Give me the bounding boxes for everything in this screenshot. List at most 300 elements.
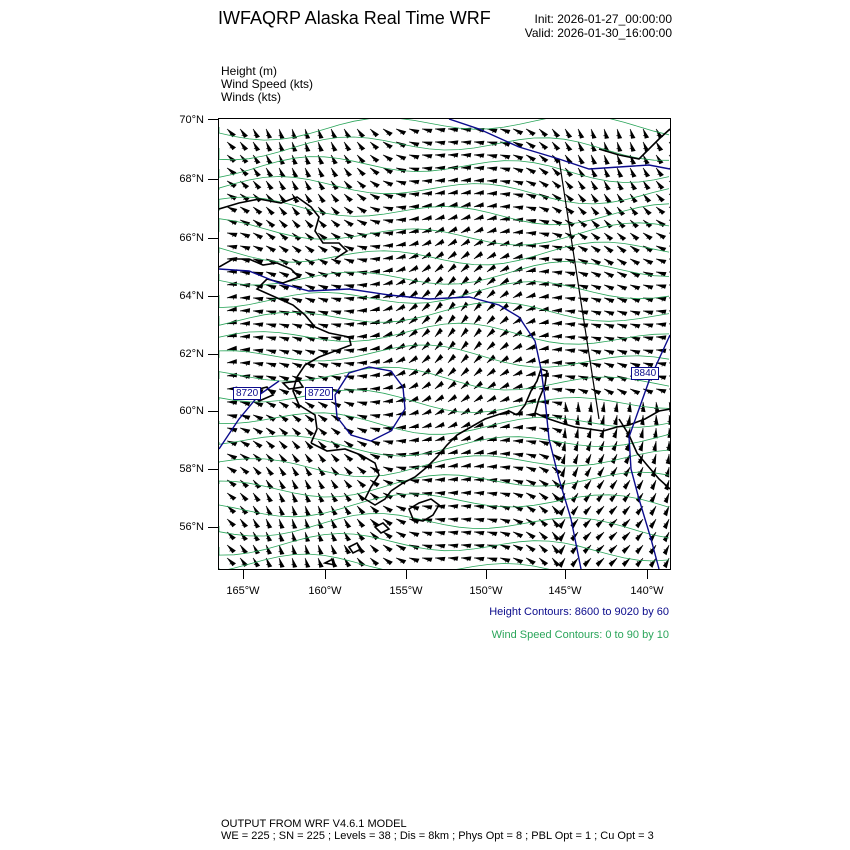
wind-barb bbox=[357, 194, 366, 201]
wind-barb bbox=[552, 415, 562, 420]
wind-barb bbox=[604, 155, 609, 164]
wind-barb bbox=[656, 220, 665, 227]
wind-barb bbox=[435, 436, 444, 441]
wind-barb bbox=[461, 477, 471, 482]
wind-barb bbox=[227, 467, 236, 473]
wind-barb bbox=[596, 532, 604, 540]
wind-barb bbox=[578, 350, 588, 354]
wind-barb bbox=[643, 233, 652, 240]
wind-barb bbox=[383, 231, 393, 235]
wind-barb bbox=[370, 245, 380, 249]
wind-barb bbox=[448, 477, 458, 482]
wind-barb bbox=[571, 558, 578, 567]
wind-barb bbox=[305, 493, 311, 502]
wind-barb bbox=[435, 203, 444, 208]
wind-barb bbox=[539, 333, 548, 338]
wind-barb bbox=[474, 450, 483, 455]
wind-barb bbox=[487, 329, 495, 337]
wind-barb bbox=[513, 453, 523, 457]
wind-barb bbox=[357, 519, 365, 528]
lon-label-165: 165°W bbox=[226, 585, 260, 597]
wind-barb bbox=[487, 155, 497, 159]
wind-barb bbox=[253, 362, 263, 366]
wind-barb bbox=[622, 506, 630, 515]
wind-barb bbox=[396, 279, 405, 285]
wind-barb bbox=[552, 181, 561, 189]
wind-barb bbox=[474, 531, 484, 535]
wind-barb bbox=[487, 216, 496, 221]
wind-barb bbox=[370, 220, 380, 225]
wind-barb bbox=[253, 155, 260, 164]
wind-barb bbox=[383, 441, 393, 445]
wind-barb bbox=[292, 493, 298, 502]
wind-barb bbox=[448, 227, 457, 233]
wind-barb bbox=[624, 454, 630, 464]
wind-barb bbox=[552, 545, 560, 554]
wind-barb bbox=[461, 328, 468, 337]
wind-barb bbox=[552, 428, 562, 433]
wind-barb bbox=[383, 358, 392, 363]
wind-barb bbox=[448, 141, 458, 145]
wind-barb bbox=[331, 545, 337, 554]
wind-barb bbox=[500, 493, 510, 497]
wind-barb bbox=[357, 532, 365, 541]
wind-barb bbox=[461, 178, 471, 183]
wind-barb bbox=[461, 491, 471, 496]
wind-barb bbox=[474, 368, 482, 376]
wind-barb bbox=[305, 480, 311, 489]
wind-barb bbox=[344, 233, 354, 239]
wind-barb bbox=[561, 454, 565, 464]
height-contour-label: 8720 bbox=[233, 387, 261, 400]
wind-barb bbox=[565, 142, 572, 151]
wind-barb bbox=[539, 532, 547, 540]
wind-barb bbox=[487, 465, 497, 470]
wind-barb bbox=[669, 375, 670, 379]
wind-barb bbox=[588, 402, 592, 412]
wind-barb bbox=[279, 350, 289, 355]
wind-barb bbox=[344, 402, 354, 407]
wind-barb bbox=[304, 532, 309, 541]
wind-barb bbox=[331, 129, 337, 138]
wind-barb bbox=[598, 454, 604, 464]
wind-barb bbox=[344, 259, 354, 264]
wind-barb bbox=[253, 168, 260, 177]
wind-barb bbox=[669, 259, 670, 263]
wind-barb bbox=[292, 207, 300, 216]
wind-barb bbox=[487, 532, 497, 536]
wind-barb bbox=[396, 519, 406, 525]
wind-barb bbox=[526, 493, 536, 499]
wind-barb bbox=[396, 357, 405, 363]
wind-barb bbox=[591, 272, 601, 278]
wind-barb bbox=[357, 428, 367, 433]
wind-barb bbox=[591, 285, 601, 290]
wind-barb bbox=[266, 441, 275, 449]
wind-barb bbox=[652, 454, 656, 464]
wind-barb bbox=[461, 153, 471, 157]
wind-barb bbox=[513, 254, 522, 259]
wind-barb bbox=[383, 142, 392, 149]
wind-barb bbox=[318, 298, 328, 303]
wind-barb bbox=[266, 363, 276, 367]
wind-barb bbox=[474, 491, 484, 495]
wind-barb bbox=[500, 253, 509, 259]
wind-barb bbox=[357, 348, 367, 353]
wind-barb bbox=[617, 233, 626, 241]
coastline-st-lawrence bbox=[283, 381, 303, 389]
wind-barb bbox=[266, 168, 273, 177]
wind-barb bbox=[636, 558, 643, 567]
wind-barb bbox=[383, 372, 392, 377]
field-wind-speed-label: Wind Speed (kts) bbox=[221, 77, 314, 91]
wind-barb bbox=[409, 424, 418, 429]
wind-barb bbox=[422, 558, 432, 562]
wind-barb bbox=[622, 545, 630, 553]
wind-barb bbox=[617, 324, 627, 329]
wind-barb bbox=[565, 297, 575, 301]
wind-barb bbox=[552, 361, 562, 366]
wind-barb bbox=[396, 155, 406, 160]
wind-barb bbox=[630, 324, 640, 328]
wind-barb bbox=[227, 493, 236, 500]
wind-barb bbox=[597, 467, 604, 476]
wind-barb bbox=[667, 428, 670, 438]
wind-barb bbox=[474, 264, 482, 272]
wind-barb bbox=[500, 438, 510, 443]
wind-barb bbox=[435, 478, 445, 483]
wind-barb bbox=[279, 519, 284, 528]
wind-barb bbox=[344, 480, 352, 488]
wind-barb bbox=[448, 289, 456, 298]
wind-barb bbox=[474, 141, 484, 145]
wind-barb bbox=[227, 545, 235, 553]
wind-barb bbox=[617, 259, 626, 266]
wind-barb bbox=[292, 480, 298, 489]
wind-barb bbox=[370, 400, 380, 404]
wind-barb bbox=[669, 233, 670, 238]
wind-barb bbox=[656, 142, 663, 151]
wind-barb bbox=[552, 388, 562, 392]
wind-barb bbox=[584, 493, 591, 502]
wind-barb bbox=[370, 346, 379, 351]
wind-barb bbox=[383, 385, 392, 390]
wind-barb bbox=[266, 506, 272, 515]
wind-barb bbox=[656, 389, 666, 393]
wind-barb bbox=[604, 181, 610, 190]
lon-tick bbox=[325, 570, 326, 579]
wind-barb bbox=[526, 532, 535, 539]
wind-barb bbox=[500, 316, 509, 324]
wind-barb bbox=[649, 506, 656, 515]
wind-barb bbox=[656, 349, 666, 353]
wind-barb bbox=[357, 220, 367, 226]
wind-barb bbox=[240, 493, 248, 501]
wind-barb bbox=[591, 233, 600, 240]
lon-label-155: 155°W bbox=[389, 585, 423, 597]
wind-barb bbox=[305, 467, 312, 476]
wind-barb bbox=[500, 369, 509, 376]
wind-barb bbox=[461, 239, 470, 246]
wind-barb bbox=[448, 239, 457, 246]
wind-barb bbox=[539, 142, 548, 150]
wind-barb bbox=[370, 207, 380, 212]
wind-barb bbox=[656, 181, 664, 189]
wind-barb bbox=[656, 233, 666, 239]
wind-barb bbox=[500, 545, 510, 550]
wind-barb bbox=[552, 142, 560, 150]
wind-barb bbox=[279, 168, 285, 177]
wind-barb bbox=[609, 558, 617, 566]
wind-barb bbox=[500, 424, 509, 429]
wind-barb bbox=[500, 532, 510, 537]
wind-barb bbox=[588, 415, 592, 425]
wind-barb bbox=[422, 277, 430, 285]
wind-barb bbox=[461, 368, 469, 376]
wind-barb bbox=[630, 168, 636, 177]
wind-barb bbox=[461, 141, 471, 145]
lat-tick bbox=[208, 179, 218, 180]
wind-barb bbox=[461, 341, 469, 350]
wind-barb bbox=[331, 220, 340, 227]
wind-barb bbox=[279, 142, 284, 151]
wind-barb bbox=[357, 361, 367, 366]
wind-barb bbox=[357, 558, 365, 567]
wind-barb bbox=[383, 558, 392, 565]
wind-barb bbox=[591, 337, 601, 341]
wind-barb bbox=[623, 480, 630, 489]
wind-barb bbox=[448, 153, 458, 157]
wind-barb bbox=[253, 545, 259, 554]
wind-barb bbox=[279, 129, 284, 138]
wind-barb bbox=[279, 207, 287, 215]
wind-barb bbox=[513, 467, 523, 471]
wind-barb bbox=[448, 557, 458, 561]
wind-barb bbox=[526, 207, 536, 211]
wind-barb bbox=[591, 298, 601, 303]
wind-barb bbox=[552, 296, 562, 301]
wind-barb bbox=[279, 155, 285, 164]
height-contour-label: 8720 bbox=[305, 387, 333, 400]
wind-barb bbox=[331, 441, 340, 449]
wind-barb bbox=[562, 428, 566, 438]
wind-barb bbox=[396, 218, 406, 223]
wind-barb bbox=[539, 467, 549, 473]
wind-barb bbox=[591, 389, 601, 395]
wind-barb bbox=[500, 396, 509, 402]
wind-barb bbox=[552, 168, 560, 176]
wind-barb bbox=[526, 231, 536, 235]
wind-barb bbox=[669, 181, 670, 189]
wind-barb bbox=[552, 347, 562, 352]
valid-time: Valid: 2026-01-30_16:00:00 bbox=[524, 26, 672, 40]
wind-barb bbox=[435, 381, 444, 389]
wind-barb bbox=[253, 532, 259, 541]
wind-barb bbox=[500, 192, 510, 196]
wind-speed-contour-legend: Wind Speed Contours: 0 to 90 by 10 bbox=[491, 629, 669, 641]
wind-barb bbox=[331, 324, 341, 328]
wind-barb bbox=[565, 349, 575, 353]
lat-tick bbox=[208, 411, 218, 412]
wind-barb bbox=[253, 233, 263, 239]
wind-barb bbox=[396, 230, 406, 235]
wind-barb bbox=[318, 545, 323, 554]
wind-barb bbox=[279, 363, 289, 368]
wind-barb bbox=[331, 207, 339, 215]
wind-barb bbox=[474, 518, 484, 522]
wind-barb bbox=[291, 519, 296, 528]
wind-barb bbox=[370, 181, 379, 188]
wind-barb bbox=[383, 413, 393, 418]
wind-barb bbox=[669, 220, 670, 226]
wind-barb bbox=[383, 194, 393, 199]
wind-barb bbox=[227, 307, 236, 312]
init-time: Init: 2026-01-27_00:00:00 bbox=[534, 12, 672, 26]
wind-barb bbox=[331, 155, 337, 164]
wind-barb bbox=[305, 194, 312, 203]
wind-barb bbox=[656, 285, 666, 289]
wind-barb bbox=[357, 246, 367, 250]
wind-barb bbox=[344, 220, 353, 227]
wind-barb bbox=[435, 215, 444, 220]
wind-barb bbox=[666, 441, 670, 451]
wind-barb bbox=[240, 467, 249, 474]
wind-barb bbox=[305, 298, 315, 303]
wind-barb bbox=[565, 194, 573, 202]
wind-barb bbox=[435, 531, 445, 535]
model-config-line: WE = 225 ; SN = 225 ; Levels = 38 ; Dis = 8km ; Phys Opt = 8 ; PBL Opt = 1 ; Cu Opt = 3 bbox=[221, 830, 654, 842]
wind-barb bbox=[240, 532, 247, 541]
wind-barb bbox=[654, 402, 659, 412]
wind-barb bbox=[539, 233, 549, 237]
wind-barb bbox=[318, 285, 328, 290]
wind-barb bbox=[396, 267, 405, 272]
wind-barb bbox=[370, 194, 380, 200]
wind-barb bbox=[558, 545, 565, 554]
height-contour bbox=[335, 367, 405, 441]
wind-barb bbox=[584, 480, 591, 489]
wind-barb bbox=[487, 129, 497, 133]
wind-barb bbox=[331, 298, 341, 302]
lat-label-56: 56°N bbox=[179, 521, 204, 533]
wind-barb bbox=[526, 358, 535, 363]
wind-barb bbox=[500, 519, 510, 524]
wind-barb bbox=[292, 220, 300, 228]
wind-barb bbox=[513, 168, 523, 173]
wind-barb bbox=[578, 246, 588, 252]
wind-barb bbox=[344, 142, 351, 151]
wind-barb bbox=[630, 337, 640, 341]
wind-barb bbox=[292, 415, 301, 422]
lon-label-145: 145°W bbox=[548, 585, 582, 597]
wind-barb bbox=[396, 532, 406, 538]
wind-barb bbox=[617, 298, 627, 303]
wind-barb bbox=[357, 441, 367, 447]
wind-barb bbox=[630, 350, 640, 355]
wind-barb bbox=[578, 233, 587, 240]
wind-barb bbox=[422, 382, 431, 389]
wind-barb bbox=[331, 259, 341, 265]
wind-barb bbox=[331, 285, 341, 289]
wind-barb bbox=[266, 181, 273, 190]
lat-tick bbox=[208, 354, 218, 355]
wind-barb bbox=[240, 441, 250, 447]
wind-barb bbox=[656, 259, 666, 264]
wind-barb bbox=[370, 387, 380, 392]
wind-barb bbox=[643, 337, 653, 341]
wind-barb bbox=[409, 229, 418, 234]
wind-barb bbox=[604, 194, 611, 203]
wind-barb bbox=[409, 180, 419, 184]
wind-barb bbox=[448, 252, 457, 259]
wind-barb bbox=[604, 311, 614, 316]
wind-barb bbox=[422, 506, 432, 510]
wind-barb bbox=[435, 191, 444, 196]
wind-barb bbox=[253, 129, 259, 138]
wind-barb bbox=[435, 328, 443, 337]
wind-barb bbox=[291, 545, 296, 554]
wind-barb bbox=[591, 363, 601, 368]
lon-tick bbox=[243, 570, 244, 579]
wind-barb bbox=[240, 296, 250, 301]
wind-barb bbox=[487, 316, 495, 324]
wind-barb bbox=[318, 194, 325, 203]
wind-barb bbox=[487, 191, 497, 196]
wind-barb bbox=[643, 311, 653, 315]
wind-barb bbox=[487, 252, 496, 259]
wind-barb bbox=[253, 246, 263, 252]
wind-barb bbox=[357, 129, 365, 138]
wind-barb bbox=[344, 323, 354, 327]
wind-barb bbox=[513, 304, 522, 311]
wind-barb bbox=[370, 506, 379, 514]
wind-barb bbox=[643, 285, 653, 290]
wind-barb bbox=[435, 290, 443, 298]
wind-barb bbox=[487, 558, 497, 562]
wind-barb bbox=[604, 389, 614, 395]
wind-barb bbox=[422, 409, 431, 415]
wind-barb bbox=[370, 359, 379, 364]
wind-barb bbox=[539, 320, 548, 325]
wind-barb bbox=[435, 491, 445, 495]
wind-barb bbox=[448, 315, 455, 324]
wind-barb bbox=[474, 328, 482, 337]
wind-barb bbox=[279, 324, 289, 328]
wind-barb bbox=[604, 298, 614, 303]
coastline-islands bbox=[325, 523, 389, 565]
wind-barb bbox=[357, 283, 367, 287]
wind-barb bbox=[448, 450, 457, 455]
wind-barb bbox=[513, 194, 523, 198]
wind-barb bbox=[636, 519, 643, 528]
wind-barb bbox=[669, 271, 670, 275]
wind-barb bbox=[409, 217, 418, 222]
wind-barb bbox=[617, 155, 622, 164]
wind-barb bbox=[643, 129, 649, 138]
wind-barb bbox=[227, 415, 237, 419]
wind-barb bbox=[357, 207, 366, 214]
wind-barb bbox=[331, 363, 341, 367]
wind-barb bbox=[370, 454, 380, 460]
wind-barb bbox=[422, 437, 431, 442]
wind-barb bbox=[266, 155, 272, 164]
wind-barb bbox=[513, 425, 523, 430]
wind-barb bbox=[266, 272, 276, 277]
wind-barb bbox=[318, 493, 324, 502]
wind-barb bbox=[461, 202, 470, 207]
wind-barb bbox=[649, 558, 656, 567]
wind-barb bbox=[669, 309, 670, 314]
